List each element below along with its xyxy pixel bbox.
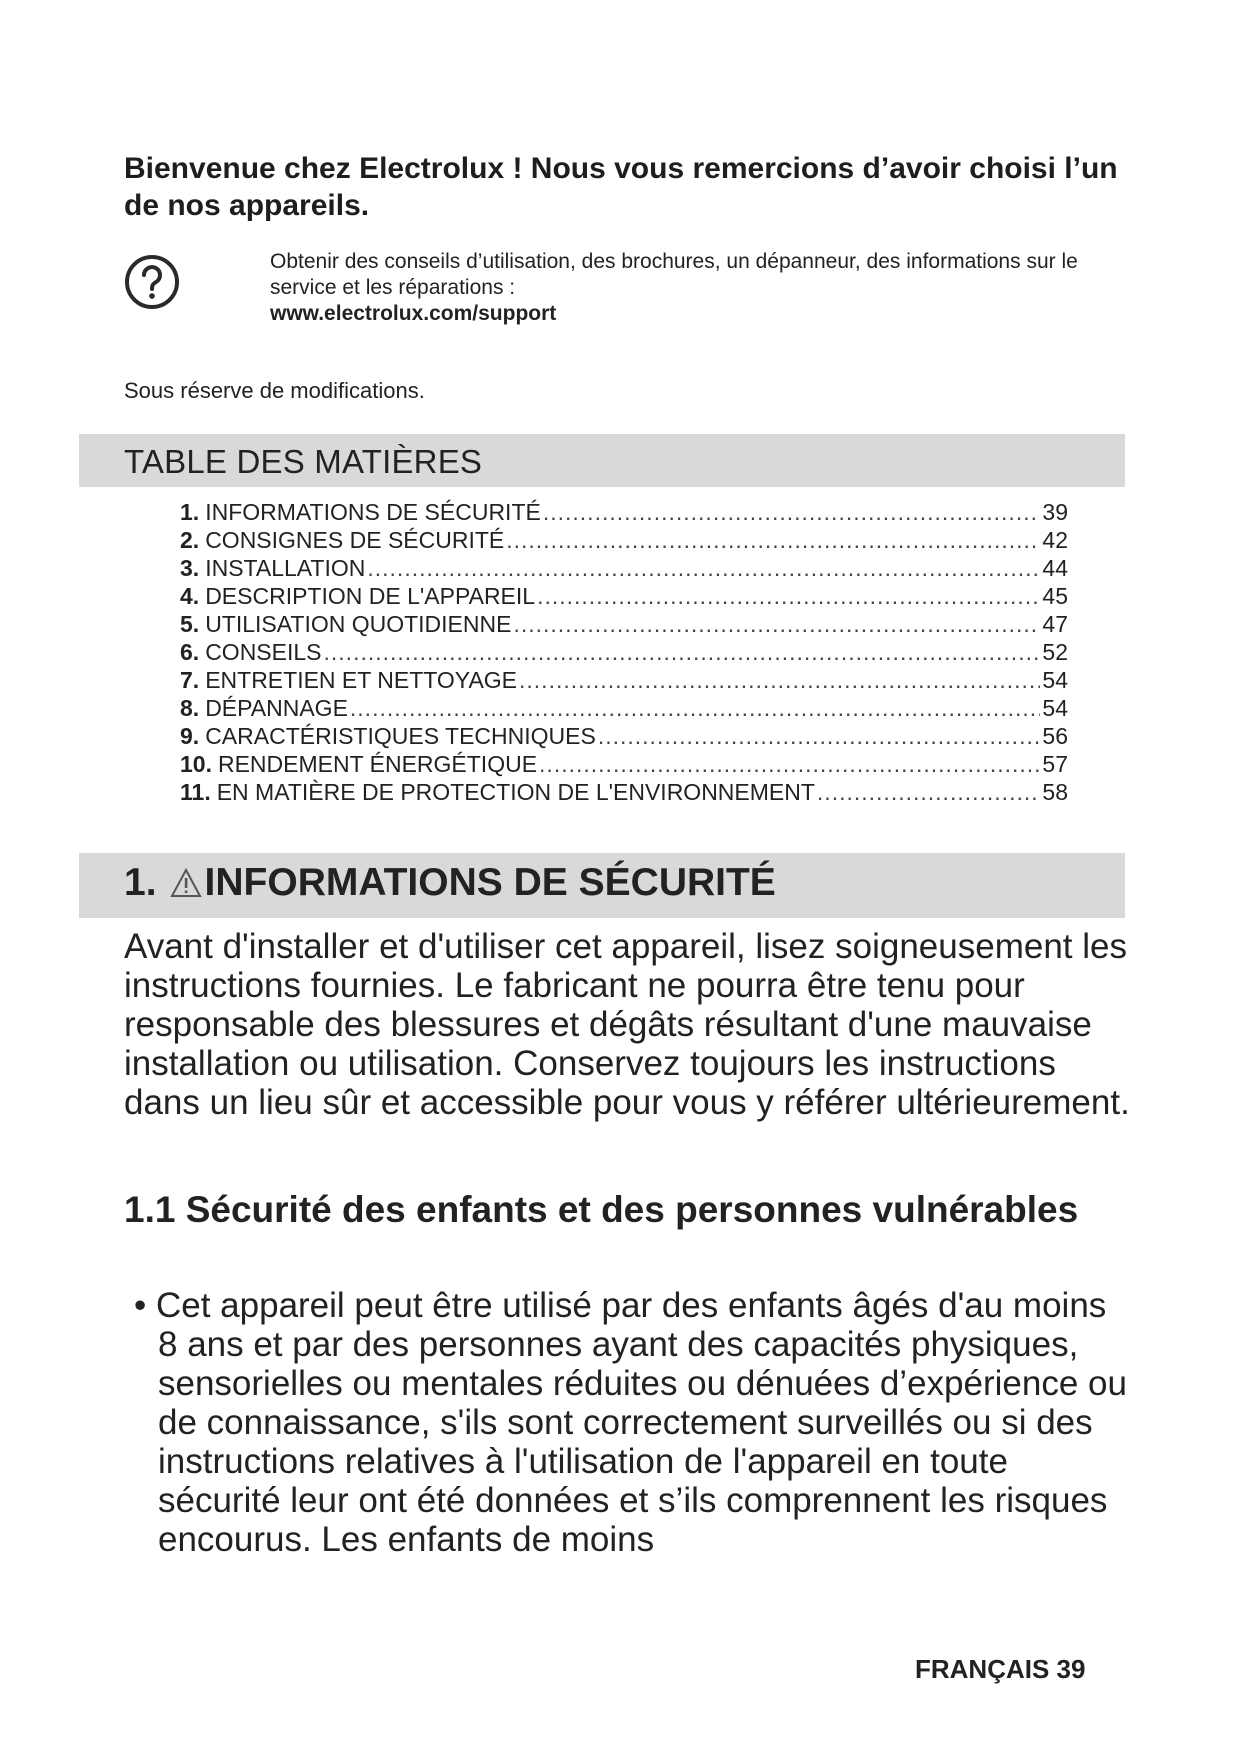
support-info — [270, 249, 1130, 327]
toc-leader-dots — [817, 778, 1040, 806]
toc-item-label: INFORMATIONS DE SÉCURITÉ — [205, 499, 541, 525]
support-link[interactable]: www.electrolux.com/support — [270, 302, 557, 325]
toc-title: TABLE DES MATIÈRES — [124, 443, 483, 480]
toc-item[interactable] — [180, 554, 1068, 582]
toc-item-number: 5. — [180, 611, 200, 637]
toc-leader-dots — [513, 610, 1040, 638]
page-footer: FRANÇAIS 39 — [915, 1654, 1086, 1684]
toc-item-page: 45 — [1042, 583, 1068, 609]
toc-leader-dots — [350, 694, 1041, 722]
toc-item-page: 52 — [1042, 639, 1068, 665]
toc-item-label: RENDEMENT ÉNERGÉTIQUE — [217, 751, 538, 777]
toc-item-label: DESCRIPTION DE L'APPAREIL — [205, 583, 536, 609]
toc-item[interactable] — [180, 498, 1068, 526]
question-circle-icon — [124, 254, 180, 310]
toc-item-page: 54 — [1042, 667, 1068, 693]
toc-leader-dots — [543, 498, 1041, 526]
toc-item-page: 58 — [1042, 779, 1068, 805]
toc-item-page: 44 — [1042, 555, 1068, 581]
toc-item[interactable] — [180, 526, 1068, 554]
toc-item[interactable] — [180, 582, 1068, 610]
warning-triangle-icon — [169, 867, 203, 899]
toc-item-page: 57 — [1042, 751, 1068, 777]
toc-item-number: 4. — [180, 583, 200, 609]
toc-item-label: CONSEILS — [205, 639, 322, 665]
toc-item-number: 7. — [180, 667, 200, 693]
table-of-contents — [180, 498, 1068, 806]
toc-item-label: EN MATIÈRE DE PROTECTION DE L'ENVIRONNEMENT — [216, 779, 815, 805]
toc-item[interactable] — [180, 722, 1068, 750]
toc-item[interactable] — [180, 666, 1068, 694]
toc-leader-dots — [367, 554, 1040, 582]
toc-item-page: 54 — [1042, 695, 1068, 721]
toc-item-page: 42 — [1042, 527, 1068, 553]
modification-notice: Sous réserve de modifications. — [124, 378, 425, 403]
toc-item-page: 56 — [1042, 723, 1068, 749]
safety-intro-paragraph: Avant d'installer et d'utiliser cet appareil, lisez soigneusement les instructions fournies. Le fabricant ne pourra être tenu pour responsable des blessures et dégâts résultant d'une mauvaise installation ou utilisation. Conservez toujours les instructions dans un lieu sûr et accessible pour vous y référer ultérieurement. — [124, 927, 1130, 1122]
toc-leader-dots — [598, 722, 1041, 750]
toc-item-number: 10. — [180, 751, 212, 777]
toc-item-label: CONSIGNES DE SÉCURITÉ — [205, 527, 505, 553]
toc-item[interactable] — [180, 750, 1068, 778]
toc-item-label: DÉPANNAGE — [205, 695, 348, 721]
toc-leader-dots — [506, 526, 1040, 554]
toc-item-number: 6. — [180, 639, 200, 665]
toc-item[interactable] — [180, 638, 1068, 666]
toc-item-number: 2. — [180, 527, 200, 553]
toc-item-number: 8. — [180, 695, 200, 721]
section-title — [124, 861, 776, 905]
toc-leader-dots — [519, 666, 1040, 694]
section-number: 1. — [124, 861, 157, 904]
welcome-heading: Bienvenue chez Electrolux ! Nous vous remercions d’avoir choisi l’un de nos appareils. — [124, 152, 1118, 222]
section-title-text: INFORMATIONS DE SÉCURITÉ — [204, 861, 776, 904]
toc-leader-dots — [324, 638, 1041, 666]
toc-item-number: 1. — [180, 499, 200, 525]
toc-item-label: CARACTÉRISTIQUES TECHNIQUES — [205, 723, 596, 749]
toc-item-label: UTILISATION QUOTIDIENNE — [205, 611, 512, 637]
toc-item-page: 39 — [1042, 499, 1068, 525]
toc-item[interactable] — [180, 610, 1068, 638]
toc-item-page: 47 — [1042, 611, 1068, 637]
toc-leader-dots — [539, 750, 1040, 778]
toc-item-label: ENTRETIEN ET NETTOYAGE — [205, 667, 518, 693]
toc-item-label: INSTALLATION — [205, 555, 366, 581]
toc-item-number: 9. — [180, 723, 200, 749]
support-text: Obtenir des conseils d’utilisation, des brochures, un dépanneur, des informations sur le service et les réparations : — [270, 250, 1078, 299]
subsection-title: 1.1 Sécurité des enfants et des personnes vulnérables — [124, 1189, 1079, 1230]
toc-leader-dots — [537, 582, 1040, 610]
toc-item-number: 3. — [180, 555, 200, 581]
toc-item[interactable] — [180, 694, 1068, 722]
bullet-paragraph: • Cet appareil peut être utilisé par des enfants âgés d'au moins 8 ans et par des personnes ayant des capacités physiques, sensorielles ou mentales réduites ou dénuées d’expérience ou de connaissance, s'ils sont correctement surveillés ou si des instructions relatives à l'utilisation de l'appareil en toute sécurité leur ont été données et s’ils comprennent les risques encourus. Les enfants de moins — [134, 1286, 1127, 1559]
toc-item[interactable] — [180, 778, 1068, 806]
toc-item-number: 11. — [180, 779, 211, 805]
